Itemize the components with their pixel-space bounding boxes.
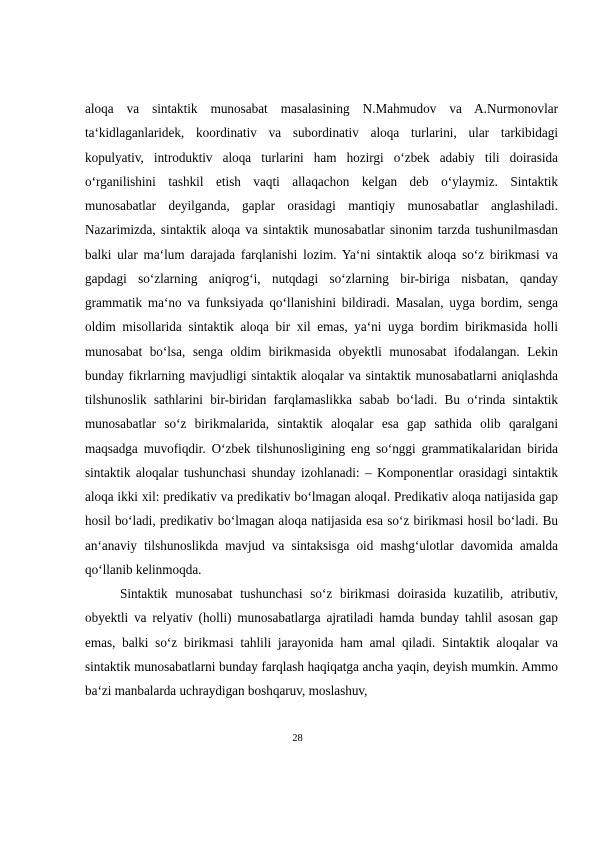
body-text xyxy=(85,97,558,703)
page-number: 28 xyxy=(292,733,303,744)
paragraph-2: Sintaktik munosabat tushunchasi so‘z birikmasi doirasida kuzatilib, atributiv, obyektli va relyativ (holli) munosabatlarga ajratiladi hamda bunday tahlil asosan gap emas, balki so‘z birikmasi tahlili jarayonida ham amal qiladi. Sintaktik aloqalar va sintaktik munosabatlarni bunday farqlash haqiqatga ancha yaqin, deyish mumkin. Ammo ba‘zi manbalarda uchraydigan boshqaruv, moslashuv, xyxy=(85,586,558,698)
paragraph-1: aloqa va sintaktik munosabat masalasining N.Mahmudov va A.Nurmonovlar ta‘kidlaganlaridek, koordinativ va subordinativ aloqa turlarini, ular tarkibidagi kopulyativ, introduktiv aloqa turlarini ham hozirgi o‘zbek adabiy tili doirasida o‘rganilishini tashkil etish vaqti allaqachon kelgan deb o‘ylaymiz. Sintaktik munosabatlar deyilganda, gaplar orasidagi mantiqiy munosabatlar anglashiladi. Nazarimizda, sintaktik aloqa va sintaktik munosabatlar sinonim tarzda tushunilmasdan balki ular ma‘lum darajada farqlanishi lozim. Ya‘ni sintaktik aloqa so‘z birikmasi va gapdagi so‘zlarning aniqrog‘i, nutqdagi so‘zlarning bir-biriga nisbatan, qanday grammatik ma‘no va funksiyada qo‘llanishini bildiradi. Masalan, uyga bordim, senga oldim misollarida sintaktik aloqa bir xil emas, ya‘ni uyga bordim birikmasida holli munosabat bo‘lsa, senga oldim birikmasida obyektli munosabat ifodalangan. Lekin bunday fikrlarning mavjudligi sintaktik aloqalar va sintaktik munosabatlarni aniqlashda tilshunoslik sathlarini bir-biridan farqlamaslikka sabab bo‘ladi. Bu o‘rinda sintaktik munosabatlar so‘z birikmalarida, sintaktik aloqalar esa gap sathida olib qaralgani maqsadga muvofiqdir. O‘zbek tilshunosligining eng so‘nggi grammatikalaridan birida sintaktik aloqalar tushunchasi shunday izohlanadi: – Komponentlar orasidagi sintaktik aloqa ikki xil: predikativ va predikativ bo‘lmagan aloqa‖. Predikativ aloqa natijasida gap hosil bo‘ladi, predikativ bo‘lmagan aloqa natijasida esa so‘z birikmasi hosil bo‘ladi. Bu an‘anaviy tilshunoslikda mavjud va sintaksisga oid mashg‘ulotlar davomida amalda qo‘llanib kelinmoqda. xyxy=(85,101,558,577)
